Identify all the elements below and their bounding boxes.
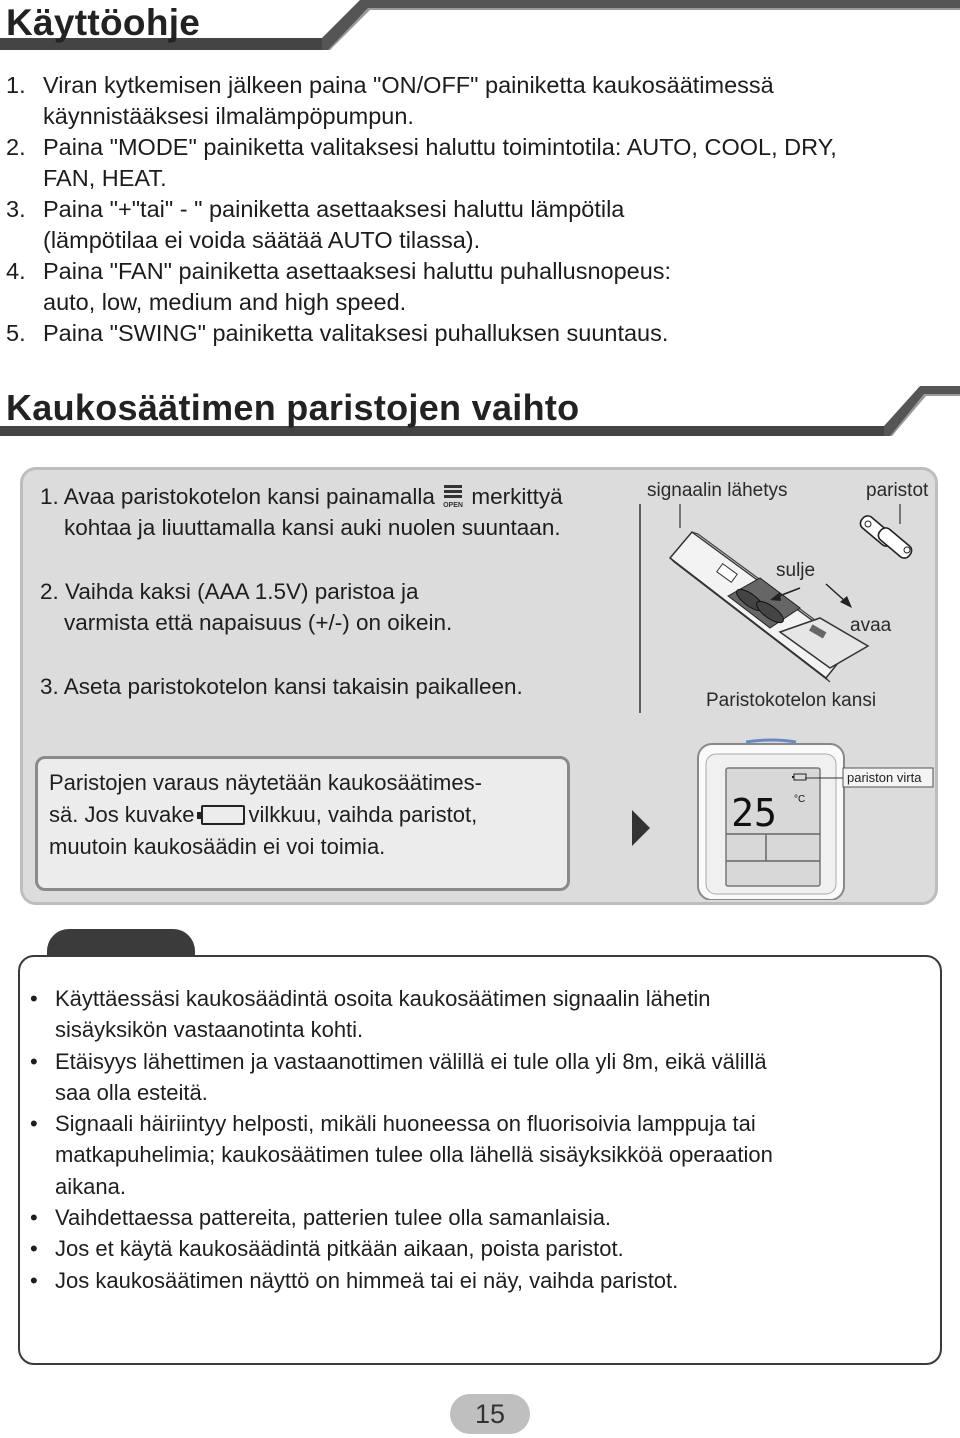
- pointer-arrow-icon: [630, 808, 652, 848]
- note-line-2b: vilkkuu, vaihda paristot,: [248, 802, 478, 827]
- note-item: • Käyttäessäsi kaukosäädintä osoita kaukosäätimen signaalin lähetin sisäyksikön vastaanotinta kohti.: [30, 986, 711, 1043]
- battery-step-1: 1. Avaa paristokotelon kansi painamalla OPEN merkittyä kohtaa ja liuuttamalla kansi auki nuolen suuntaan.: [40, 484, 563, 540]
- battery-level-note: [35, 756, 570, 891]
- label-open: avaa: [850, 615, 892, 636]
- display-unit: °C: [794, 794, 806, 805]
- battery-compartment-diagram: [630, 498, 930, 718]
- label-signal: signaalin lähetys: [647, 480, 788, 501]
- usage-step: 2. Paina "MODE" painiketta valitaksesi haluttu toimintotila: AUTO, COOL, DRY, FAN, HEAT.: [6, 134, 837, 191]
- svg-text:OPEN: OPEN: [443, 502, 464, 509]
- section-title-usage: Käyttöohje: [6, 2, 201, 43]
- note-item: • Jos et käytä kaukosäädintä pitkään aikaan, poista paristot.: [30, 1236, 624, 1262]
- page-number: 15: [450, 1394, 530, 1434]
- note-item: • Signaali häiriintyy helposti, mikäli huoneessa on fluorisoivia lamppuja tai matkapuhelimia; kaukosäätimen tulee olla lähellä sisäyksikköä operaation aikana.: [30, 1111, 773, 1199]
- batteries-icon: [858, 513, 914, 560]
- usage-step: 3. Paina "+"tai" - " painiketta asettaaksesi haluttu lämpötila (lämpötilaa ei voida säätää AUTO tilassa).: [6, 196, 625, 253]
- usage-step: 4. Paina "FAN" painiketta asettaaksesi haluttu puhallusnopeus: auto, low, medium and high speed.: [6, 258, 672, 315]
- remote-body: [670, 532, 868, 682]
- label-batteries: paristot: [866, 480, 929, 501]
- label-cover: Paristokotelon kansi: [706, 690, 877, 711]
- usage-step: 5. Paina "SWING" painiketta valitaksesi puhalluksen suuntaus.: [6, 320, 669, 346]
- note-item: • Jos kaukosäätimen näyttö on himmeä tai ei näy, vaihda paristot.: [30, 1267, 679, 1293]
- label-close: sulje: [776, 560, 816, 581]
- note-line-3: muutoin kaukosäädin ei voi toimia.: [49, 834, 386, 859]
- notes-list: [30, 983, 930, 1296]
- battery-step-2: 2. Vaihda kaksi (AAA 1.5V) paristoa ja varmista että napaisuus (+/-) on oikein.: [40, 579, 453, 635]
- note-line-1: Paristojen varaus näytetään kaukosäätimes-: [49, 770, 482, 795]
- battery-step-3: 3. Aseta paristokotelon kansi takaisin paikalleen.: [40, 674, 523, 699]
- usage-step: 1. Viran kytkemisen jälkeen paina "ON/OFF" painiketta kaukosäätimessä käynnistääksesi ilmalämpöpumpun.: [6, 72, 774, 129]
- battery-icon: [201, 805, 245, 825]
- note-line-2a: sä. Jos kuvake: [49, 802, 195, 827]
- battery-indicator-label: pariston virta: [847, 770, 922, 785]
- display-temperature: 25: [731, 791, 777, 835]
- open-mark-icon: [441, 482, 465, 510]
- section-title-battery: Kaukosäätimen paristojen vaihto: [6, 387, 580, 428]
- note-item: • Etäisyys lähettimen ja vastaanottimen välillä ei tule olla yli 8m, eikä välillä saa olla esteitä.: [30, 1048, 767, 1105]
- note-item: • Vaihdettaessa pattereita, patterien tulee olla samanlaisia.: [30, 1205, 612, 1231]
- usage-steps-list: [6, 70, 926, 349]
- remote-display-illustration: [696, 738, 846, 900]
